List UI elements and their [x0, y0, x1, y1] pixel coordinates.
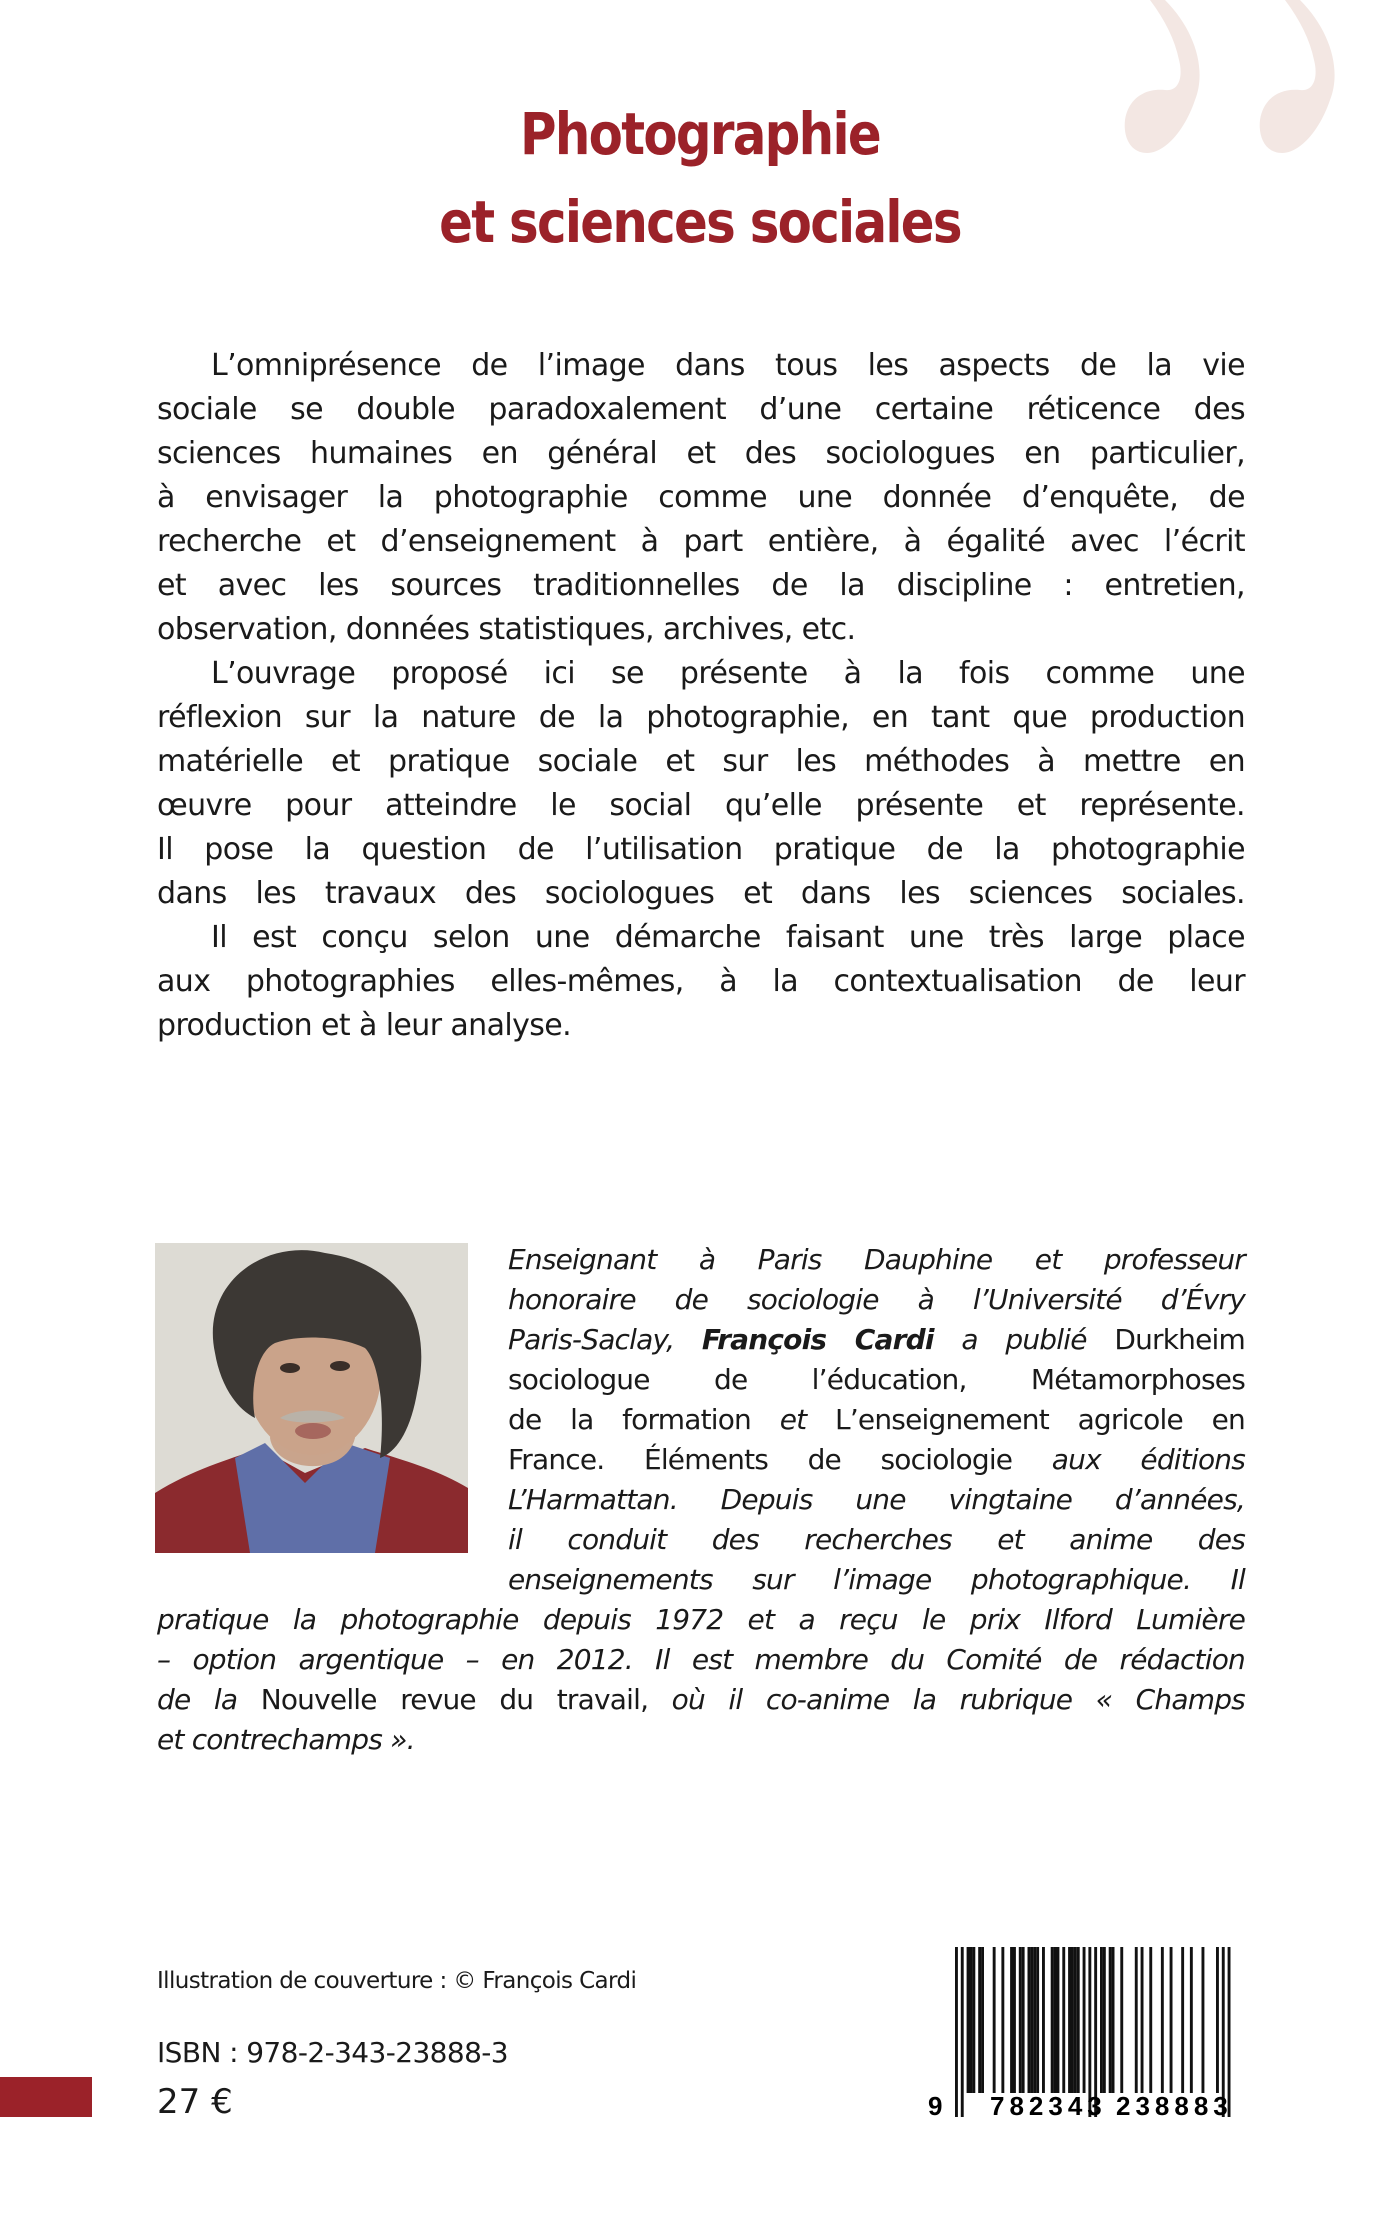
barcode-bar: [1001, 1947, 1004, 2093]
barcode-bar: [972, 1947, 975, 2093]
barcode-bar: [1135, 1947, 1138, 2093]
barcode-bar: [1030, 1947, 1033, 2093]
book-title: France. Éléments de sociologie: [508, 1443, 1013, 1476]
description-line: dans les travaux des sociologues et dans les sciences sociales.: [157, 876, 1245, 911]
barcode-bar: [1202, 1947, 1205, 2093]
barcode-bar: [1022, 1947, 1025, 2093]
bio-line: [157, 1680, 1245, 1720]
bio-line: honoraire de sociologie à l’Université d’Évry: [508, 1283, 1245, 1316]
barcode-digits-right: 238883: [1116, 2091, 1233, 2121]
description-line: et avec les sources traditionnelles de la discipline : entretien,: [157, 568, 1245, 603]
bio-line: Enseignant à Paris Dauphine et professeur: [508, 1243, 1245, 1276]
bio-line: pratique la photographie depuis 1972 et a reçu le prix Ilford Lumière: [157, 1603, 1245, 1636]
description-line: sciences humaines en général et des sociologues en particulier,: [157, 436, 1245, 471]
description-line: L’ouvrage proposé ici se présente à la fois comme une: [211, 656, 1245, 691]
barcode-bar: [1120, 1947, 1123, 2093]
barcode-digits-left: 782343: [990, 2091, 1107, 2121]
bio-text: aux éditions: [1051, 1443, 1246, 1476]
book-title-line-2: et sciences sociales: [439, 188, 961, 256]
barcode-bar: [1042, 1947, 1045, 2093]
barcode-bar: [955, 1947, 958, 2117]
barcode-digit-first: 9: [928, 2091, 943, 2121]
author-biography: [157, 1240, 1245, 1760]
barcode-bar: [1071, 1947, 1074, 2093]
bio-line: [508, 1440, 1245, 1480]
isbn-barcode: [920, 1945, 1250, 2125]
barcode-bar: [1100, 1947, 1103, 2093]
barcode-bar: [1068, 1947, 1071, 2093]
barcode-bar: [1190, 1947, 1193, 2093]
barcode-bar: [1141, 1947, 1144, 2093]
bio-text: où il co-anime la rubrique « Champs: [671, 1683, 1245, 1716]
description-line: sociale se double paradoxalement d’une certaine réticence des: [157, 392, 1245, 427]
author-name: François Cardi: [701, 1323, 934, 1356]
barcode-bar: [981, 1947, 984, 2093]
barcode-bar: [1013, 1947, 1016, 2093]
description-line: réflexion sur la nature de la photographie, en tant que production: [157, 700, 1245, 735]
journal-title: Nouvelle revue du travail,: [260, 1683, 649, 1716]
bio-line: sociologue de l’éducation, Métamorphoses: [508, 1363, 1245, 1396]
cover-illustration-credit: Illustration de couverture : © François Cardi: [157, 1968, 637, 1994]
description-line: matérielle et pratique sociale et sur les méthodes à mettre en: [157, 744, 1245, 779]
barcode-bar: [1028, 1947, 1031, 2093]
book-title: de la formation: [508, 1403, 752, 1436]
description-line: à envisager la photographie comme une donnée d’enquête, de: [157, 480, 1245, 515]
barcode-bar: [1170, 1947, 1173, 2093]
bio-text: de la: [157, 1683, 238, 1716]
barcode-bar: [1083, 1947, 1086, 2093]
bio-line: et contrechamps ».: [157, 1723, 415, 1756]
book-title-durkheim: Durkheim: [1114, 1323, 1245, 1356]
barcode-bar: [1216, 1947, 1219, 2093]
book-title-line-1: Photographie: [520, 100, 880, 168]
barcode-bar: [961, 1947, 964, 2117]
barcode-bar: [1103, 1947, 1106, 2093]
barcode-bar: [1057, 1947, 1060, 2093]
price: 27 €: [157, 2082, 233, 2122]
bio-line: – option argentique – en 2012. Il est membre du Comité de rédaction: [157, 1643, 1245, 1676]
description-line: Il est conçu selon une démarche faisant une très large place: [211, 920, 1245, 955]
barcode-bar: [970, 1947, 973, 2093]
barcode-bar: [1051, 1947, 1054, 2093]
barcode-bar: [1019, 1947, 1022, 2093]
barcode-bar: [1149, 1947, 1152, 2093]
red-accent-tab: [0, 2077, 92, 2117]
barcode-bar: [1077, 1947, 1080, 2093]
barcode-bar: [1062, 1947, 1065, 2093]
barcode-bar: [1181, 1947, 1184, 2093]
isbn: ISBN : 978-2-343-23888-3: [157, 2036, 509, 2069]
description-line: aux photographies elles-mêmes, à la contextualisation de leur: [157, 964, 1245, 999]
description-line: production et à leur analyse.: [157, 1008, 572, 1043]
barcode-bar: [1010, 1947, 1013, 2093]
back-cover-description: [157, 344, 1245, 1048]
barcode-bar: [1033, 1947, 1036, 2093]
barcode-bar: [1112, 1947, 1115, 2093]
book-title: L’enseignement agricole en: [835, 1403, 1245, 1436]
description-line: Il pose la question de l’utilisation pratique de la photographie: [157, 832, 1245, 867]
barcode-bar: [967, 1947, 970, 2093]
bio-line: enseignements sur l’image photographique. Il: [508, 1563, 1245, 1596]
barcode-bar: [993, 1947, 996, 2093]
barcode-bar: [1161, 1947, 1164, 2093]
barcode-bar: [978, 1947, 981, 2093]
description-line: œuvre pour atteindre le social qu’elle présente et représente.: [157, 788, 1245, 823]
barcode-bar: [1054, 1947, 1057, 2093]
bio-line: il conduit des recherches et anime des: [508, 1523, 1245, 1556]
bio-line: [508, 1320, 1245, 1360]
barcode-bar: [1036, 1947, 1039, 2093]
description-line: L’omniprésence de l’image dans tous les aspects de la vie: [211, 348, 1245, 383]
description-line: recherche et d’enseignement à part entière, à égalité avec l’écrit: [157, 524, 1245, 559]
bio-line: [508, 1400, 1245, 1440]
bio-line: L’Harmattan. Depuis une vingtaine d’années,: [508, 1483, 1245, 1516]
barcode-bar: [1109, 1947, 1112, 2093]
bio-text: Paris-Saclay,: [508, 1323, 675, 1356]
barcode-bar: [1074, 1947, 1077, 2093]
bio-text: et: [779, 1403, 807, 1436]
description-line: observation, données statistiques, archives, etc.: [157, 612, 856, 647]
bio-text: a publié: [961, 1323, 1087, 1356]
